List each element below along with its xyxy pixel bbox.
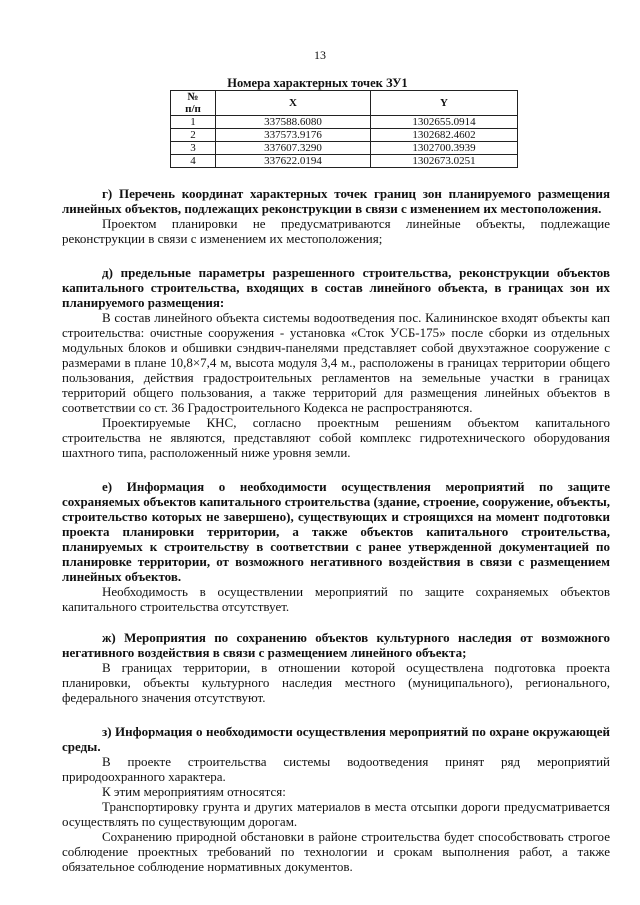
section-z-heading: з) Информация о необходимости осуществления мероприятий по охране окружающей среды. <box>62 724 610 754</box>
cell-number: 1 <box>171 116 216 129</box>
cell-y: 1302700.3939 <box>371 142 518 155</box>
section-z-paragraph: К этим мероприятиям относятся: <box>102 784 286 799</box>
table-row <box>171 142 518 155</box>
table-row <box>171 129 518 142</box>
section-g-paragraph: Проектом планировки не предусматриваются линейные объекты, подлежащие реконструкции в связи с изменением их местоположения; <box>62 216 610 246</box>
cell-x: 337622.0194 <box>216 155 371 168</box>
section-z-paragraph: В проекте строительства системы водоотведения принят ряд мероприятий природоохранного характера. <box>62 754 610 784</box>
table-row <box>171 155 518 168</box>
cell-x: 337607.3290 <box>216 142 371 155</box>
section-e-heading: е) Информация о необходимости осуществления мероприятий по защите сохраняемых объектов капитального строительства (здание, строение, сооружение, объекты, строительство которых не завершено), существующих и строящихся на момент подготовки проекта планировки территории, а также объектов капитального строительства, планируемых к строительству в соответствии с ранее утвержденной документацией по планировке территории, от возможного негативного воздействия в связи с размещением линейных объектов. <box>62 479 610 584</box>
header-y: Y <box>371 91 518 116</box>
cell-y: 1302682.4602 <box>371 129 518 142</box>
section-d-paragraph: Проектируемые КНС, согласно проектным решениям объектом капитального строительства не являются, представляют собой комплекс гидротехнического оборудования шахтного типа, расположенный ниже уровня земли. <box>62 415 610 460</box>
table-header-row <box>171 91 518 116</box>
cell-x: 337573.9176 <box>216 129 371 142</box>
section-g-heading: г) Перечень координат характерных точек границ зон планируемого размещения линейных объектов, подлежащих реконструкции в связи с изменением их местоположения. <box>62 186 610 216</box>
section-d-paragraph: В состав линейного объекта системы водоотведения пос. Калининское входят объекты кап строительства: очистные сооружения - установка «Сток УСБ-175» после сборки из отдельных модульных блоков и обшивки сэндвич-панелями представляет собой двухэтажное сооружение с размерами в плане 10,8×7,4 м, высота модуля 3,4 м., расположены в границах территории общего пользования, действия градостроительных регламентов на земельные участки в границах территорий общего пользования, а также территорий для размещения линейных объектов в соответствии со ст. 36 Градостроительного Кодекса не распространяются. <box>62 310 610 415</box>
section-d-heading: д) предельные параметры разрешенного строительства, реконструкции объектов капитального строительства, входящих в состав линейного объекта, в границах зон их планируемого размещения: <box>62 265 610 310</box>
section-zh-heading: ж) Мероприятия по сохранению объектов культурного наследия от возможного негативного воздействия в связи с размещением линейного объекта; <box>62 630 610 660</box>
section-e-paragraph: Необходимость в осуществлении мероприятий по защите сохраняемых объектов капитального строительства отсутствует. <box>62 584 610 614</box>
cell-y: 1302655.0914 <box>371 116 518 129</box>
table-title: Номера характерных точек ЗУ1 <box>227 76 408 90</box>
header-x: X <box>216 91 371 116</box>
cell-y: 1302673.0251 <box>371 155 518 168</box>
cell-number: 4 <box>171 155 216 168</box>
coordinates-table <box>170 90 518 168</box>
page-number: 13 <box>314 48 326 62</box>
table-row <box>171 116 518 129</box>
section-z-paragraph: Транспортировку грунта и других материалов в места отсыпки дороги предусматривается осуществлять по существующим дорогам. <box>62 799 610 829</box>
section-zh-paragraph: В границах территории, в отношении которой осуществлена подготовка проекта планировки, объекты культурного наследия местного (муниципального), регионального, федерального значения отсутствуют. <box>62 660 610 705</box>
document-body <box>62 186 610 874</box>
cell-x: 337588.6080 <box>216 116 371 129</box>
cell-number: 3 <box>171 142 216 155</box>
section-z-paragraph: Сохранению природной обстановки в районе строительства будет способствовать строгое соблюдение проектных требований по технологии и срокам выполнения работ, а также обязательное соблюдение нормативных документов. <box>62 829 610 874</box>
cell-number: 2 <box>171 129 216 142</box>
header-number: № п/п <box>171 91 216 116</box>
